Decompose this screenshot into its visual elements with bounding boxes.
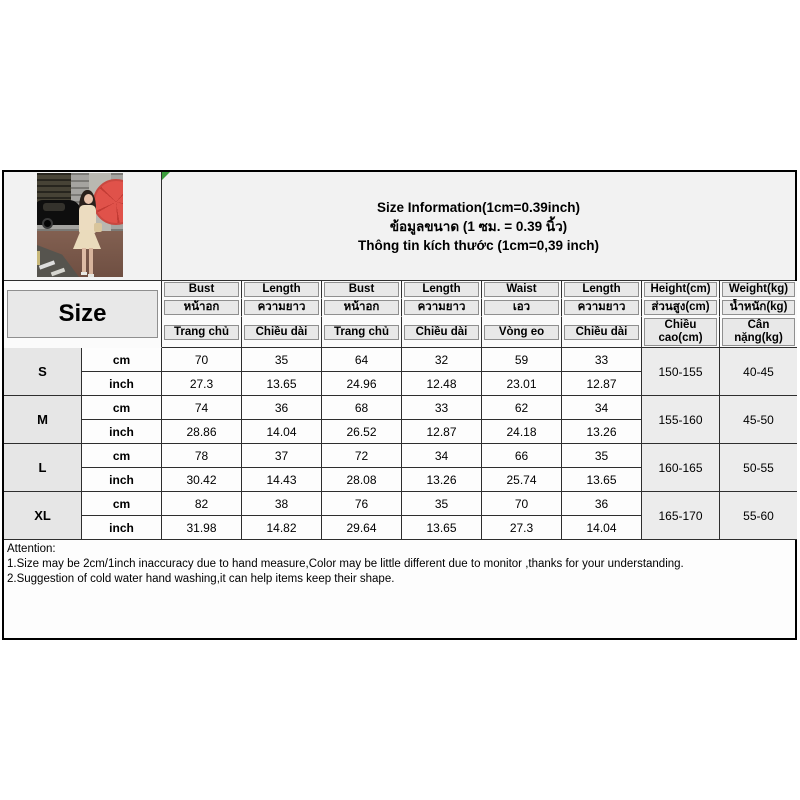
col-header-label: Chiều cao(cm) — [644, 318, 717, 346]
unit-label: inch — [82, 516, 162, 540]
col-header-label: Chiều dài — [244, 325, 319, 340]
size-value-cell: 64 — [322, 348, 402, 372]
weight-range-cell: 50-55 — [720, 444, 797, 492]
weight-range-cell: 40-45 — [720, 348, 797, 396]
size-value-cell: 24.96 — [322, 372, 402, 396]
col-header — [562, 317, 642, 348]
size-value-cell: 38 — [242, 492, 322, 516]
col-header — [482, 317, 562, 348]
col-header — [162, 299, 242, 317]
size-value-cell: 34 — [402, 444, 482, 468]
size-value-cell: 13.65 — [242, 372, 322, 396]
size-value-cell: 76 — [322, 492, 402, 516]
size-chart-sheet — [2, 170, 797, 640]
size-label: M — [4, 396, 82, 444]
col-header — [720, 299, 797, 317]
unit-label: cm — [82, 348, 162, 372]
col-header — [642, 281, 720, 299]
size-value-cell: 33 — [402, 396, 482, 420]
col-header-label: Chiều dài — [404, 325, 479, 340]
height-range-cell: 165-170 — [642, 492, 720, 540]
size-value-cell: 78 — [162, 444, 242, 468]
col-header-label: Trang chủ — [164, 325, 239, 340]
size-value-cell: 26.52 — [322, 420, 402, 444]
col-header-label: เอว — [484, 300, 559, 315]
col-header — [402, 299, 482, 317]
size-value-cell: 14.04 — [242, 420, 322, 444]
size-value-cell: 14.43 — [242, 468, 322, 492]
col-header-label: น้ำหนัก(kg) — [722, 300, 795, 315]
col-header-label: Vòng eo — [484, 325, 559, 340]
photo-model-bag — [94, 223, 102, 232]
col-header — [482, 281, 562, 299]
title-vietnamese: Thông tin kích thước (1cm=0,39 inch) — [357, 237, 600, 253]
size-value-cell: 14.82 — [242, 516, 322, 540]
col-header — [322, 281, 402, 299]
photo-model-shoe — [88, 274, 94, 277]
size-value-cell: 36 — [562, 492, 642, 516]
size-value-cell: 12.87 — [562, 372, 642, 396]
size-value-cell: 62 — [482, 396, 562, 420]
col-header — [482, 299, 562, 317]
unit-label: inch — [82, 372, 162, 396]
product-photo-cell — [4, 172, 162, 280]
height-range-cell: 160-165 — [642, 444, 720, 492]
table-row — [4, 348, 797, 372]
col-header — [562, 299, 642, 317]
size-value-cell: 12.48 — [402, 372, 482, 396]
col-header-label: ความยาว — [244, 300, 319, 315]
attention-heading: Attention: — [7, 543, 56, 555]
size-value-cell: 33 — [562, 348, 642, 372]
attention-line-1: 1.Size may be 2cm/1inch inaccuracy due to hand measure,Color may be little different due to monitor ,thanks for your understanding. — [7, 558, 684, 570]
size-value-cell: 82 — [162, 492, 242, 516]
col-header — [322, 317, 402, 348]
col-header-label: หน้าอก — [324, 300, 399, 315]
col-header — [642, 299, 720, 317]
size-value-cell: 70 — [162, 348, 242, 372]
size-value-cell: 74 — [162, 396, 242, 420]
unit-label: cm — [82, 492, 162, 516]
col-header — [162, 281, 242, 299]
size-value-cell: 23.01 — [482, 372, 562, 396]
col-header — [402, 281, 482, 299]
size-label: XL — [4, 492, 82, 540]
size-value-cell: 25.74 — [482, 468, 562, 492]
unit-label: cm — [82, 396, 162, 420]
col-header-label: หน้าอก — [164, 300, 239, 315]
col-header-label: Cân nặng(kg) — [722, 318, 795, 346]
attention-notes — [4, 540, 795, 638]
size-value-cell: 72 — [322, 444, 402, 468]
unit-label: cm — [82, 444, 162, 468]
photo-car-window — [43, 203, 65, 211]
size-value-cell: 28.08 — [322, 468, 402, 492]
size-value-cell: 13.65 — [402, 516, 482, 540]
size-value-cell: 24.18 — [482, 420, 562, 444]
col-header — [562, 281, 642, 299]
size-value-cell: 68 — [322, 396, 402, 420]
size-value-cell: 30.42 — [162, 468, 242, 492]
col-header — [322, 299, 402, 317]
size-info-title-block — [162, 172, 795, 280]
col-header-label: Weight(kg) — [722, 282, 795, 297]
col-header — [402, 317, 482, 348]
size-header-label: Size — [7, 290, 158, 338]
col-header-label: Trang chủ — [324, 325, 399, 340]
size-value-cell: 13.26 — [562, 420, 642, 444]
col-header-label: Height(cm) — [644, 282, 717, 297]
col-header-label: ส่วนสูง(cm) — [644, 300, 717, 315]
col-header — [642, 317, 720, 348]
col-header-label: Bust — [164, 282, 239, 297]
size-value-cell: 37 — [242, 444, 322, 468]
col-header — [720, 317, 797, 348]
size-value-cell: 14.04 — [562, 516, 642, 540]
table-row — [4, 444, 797, 468]
size-table — [4, 281, 797, 540]
table-row — [4, 492, 797, 516]
weight-range-cell: 45-50 — [720, 396, 797, 444]
size-label: L — [4, 444, 82, 492]
col-header-label: ความยาว — [564, 300, 639, 315]
size-value-cell: 13.26 — [402, 468, 482, 492]
size-value-cell: 31.98 — [162, 516, 242, 540]
size-header-cell — [4, 281, 162, 348]
photo-road-marking-yellow — [37, 251, 40, 265]
col-header-label: Bust — [324, 282, 399, 297]
unit-label: inch — [82, 468, 162, 492]
banner-row — [4, 172, 795, 281]
col-header — [720, 281, 797, 299]
cell-corner-marker-icon — [162, 172, 170, 180]
size-value-cell: 35 — [402, 492, 482, 516]
size-value-cell: 35 — [562, 444, 642, 468]
col-header — [242, 317, 322, 348]
size-value-cell: 35 — [242, 348, 322, 372]
photo-model-leg — [89, 248, 93, 274]
product-photo — [37, 173, 123, 277]
size-value-cell: 28.86 — [162, 420, 242, 444]
col-header-label: ความยาว — [404, 300, 479, 315]
photo-model-leg — [82, 248, 86, 272]
col-header-label: Length — [404, 282, 479, 297]
weight-range-cell: 55-60 — [720, 492, 797, 540]
size-label: S — [4, 348, 82, 396]
size-value-cell: 29.64 — [322, 516, 402, 540]
photo-model-face — [84, 194, 93, 204]
height-range-cell: 155-160 — [642, 396, 720, 444]
size-value-cell: 36 — [242, 396, 322, 420]
title-thai: ข้อมูลขนาด (1 ซม. = 0.39 นิ้ว) — [389, 218, 568, 234]
photo-model-shoe — [81, 272, 87, 275]
size-value-cell: 32 — [402, 348, 482, 372]
col-header-label: Length — [564, 282, 639, 297]
height-range-cell: 150-155 — [642, 348, 720, 396]
size-value-cell: 27.3 — [482, 516, 562, 540]
size-value-cell: 66 — [482, 444, 562, 468]
col-header — [242, 281, 322, 299]
col-header-label: Waist — [484, 282, 559, 297]
unit-label: inch — [82, 420, 162, 444]
size-value-cell: 27.3 — [162, 372, 242, 396]
size-value-cell: 13.65 — [562, 468, 642, 492]
table-row — [4, 396, 797, 420]
col-header-label: Chiều dài — [564, 325, 639, 340]
title-english: Size Information(1cm=0.39inch) — [377, 199, 580, 215]
col-header — [162, 317, 242, 348]
col-header — [242, 299, 322, 317]
size-value-cell: 59 — [482, 348, 562, 372]
size-value-cell: 34 — [562, 396, 642, 420]
attention-line-2: 2.Suggestion of cold water hand washing,it can help items keep their shape. — [7, 573, 395, 585]
col-header-label: Length — [244, 282, 319, 297]
size-value-cell: 12.87 — [402, 420, 482, 444]
header-row-en — [4, 281, 797, 299]
size-value-cell: 70 — [482, 492, 562, 516]
photo-car-wheel — [42, 218, 53, 229]
